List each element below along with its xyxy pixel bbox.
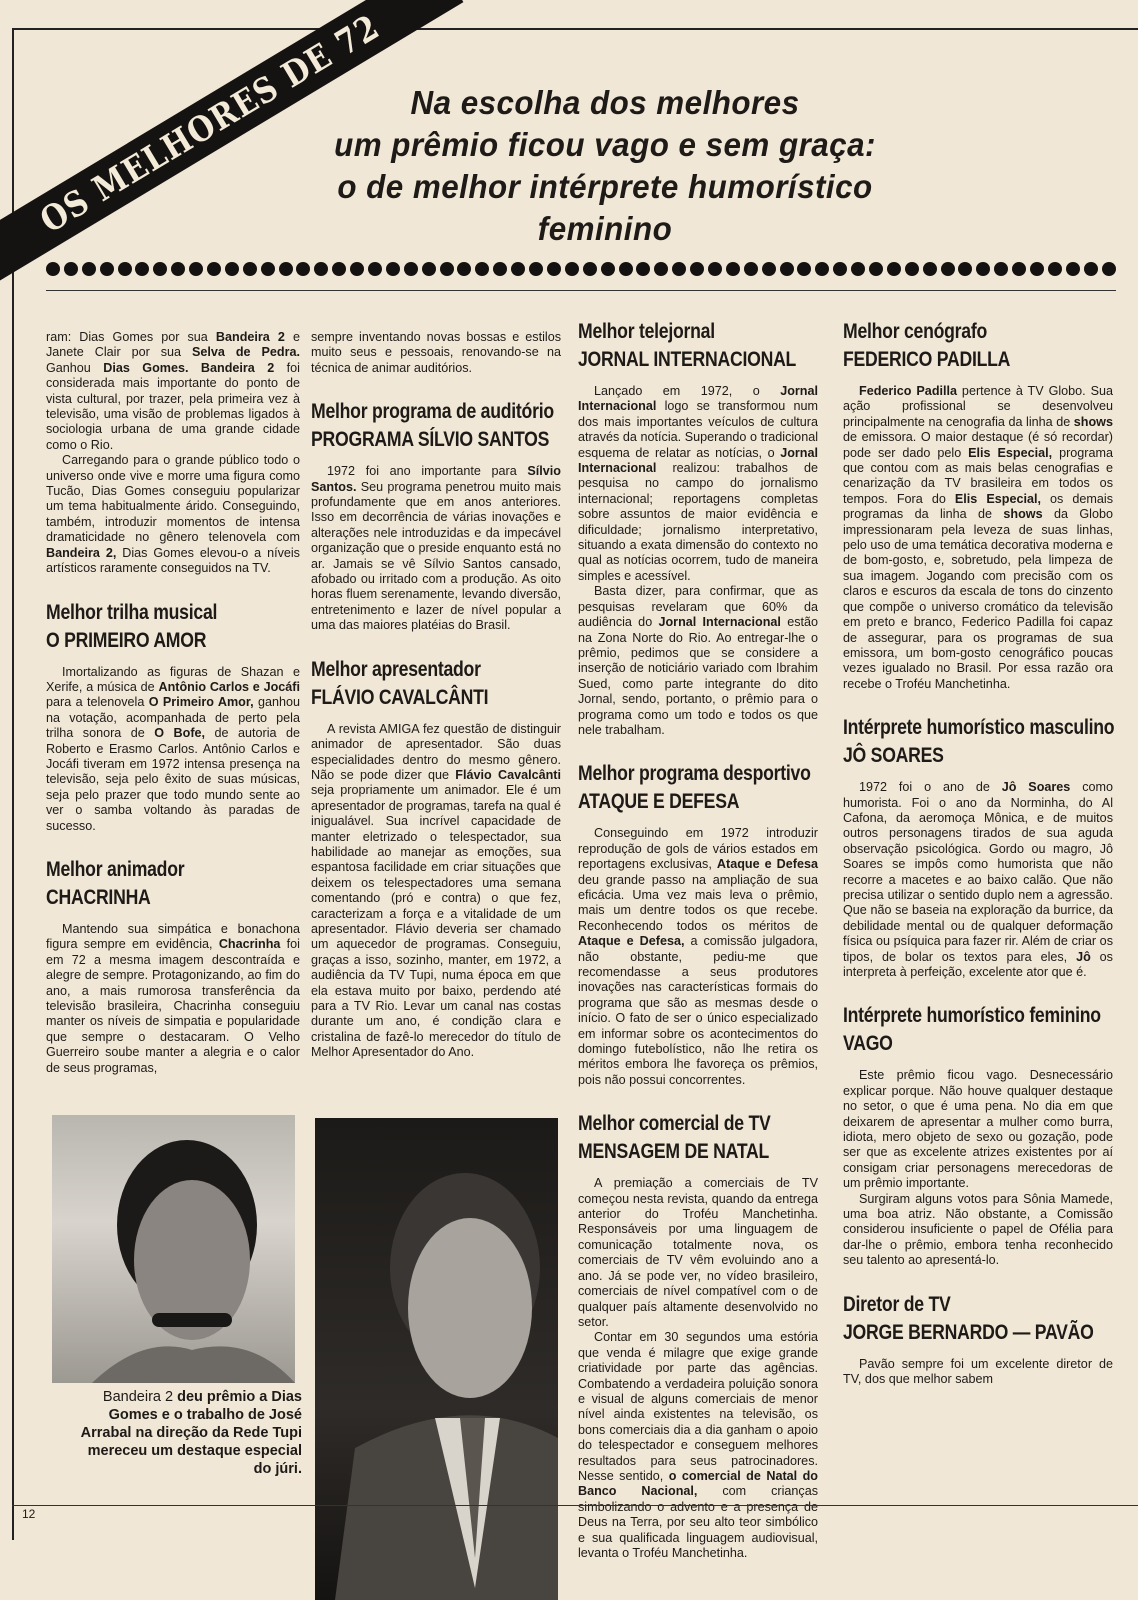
text: sempre inventando novas bossas e estilos muito seus e pessoais, renovando-se na técnica de animar auditórios. [311, 330, 561, 375]
award-category: Melhor cenógrafo [843, 320, 987, 343]
section-heading [46, 856, 259, 912]
text: da Globo impressionaram pela leveza de suas linhas, pelo uso de uma temática decorativa moderna e de bom-gosto, e, sobretudo, pela limpeza de sua imagem. Jogando com precisão com os claros e escuros da escala de tons do cinzento que compõe o universo cromático da televisão em preto e branco, Federico Padilla foi capaz de assegurar, para os programas de sua emissora, um bom-gosto cenográfico poucas vezes igualado no Brasil. Por essa razão ora recebe o Troféu Manchetinha. [843, 507, 1113, 691]
section-heading [311, 398, 554, 454]
dot-ornament [350, 262, 364, 276]
dot-ornament [869, 262, 883, 276]
text: Imortalizando as figuras de Shazan e Xerife, a música de [46, 664, 300, 694]
text: Ganhou [46, 360, 104, 375]
text: 1972 foi ano importante para [327, 464, 528, 479]
paragraph [46, 330, 300, 453]
dot-ornament [189, 262, 203, 276]
dot-ornament [851, 262, 865, 276]
dot-ornament [726, 262, 740, 276]
award-winner: FEDERICO PADILLA [843, 348, 1011, 371]
footer-divider [12, 1505, 1138, 1506]
dot-ornament [672, 262, 686, 276]
bold-text: o comercial de Natal do Banco Nacional, [578, 1468, 818, 1499]
text: os interpreta à perfeição, excelente ator que é. [843, 949, 1113, 979]
text: os demais programas da linha de [843, 491, 1113, 522]
dot-ornament [296, 262, 310, 276]
dot-ornament [1084, 262, 1098, 276]
dot-ornament [332, 262, 346, 276]
text: Lançado em 1972, o [594, 384, 781, 398]
dot-ornament [475, 262, 489, 276]
award-category: Intérprete humorístico masculino [843, 716, 1115, 740]
dot-ornament [690, 262, 704, 276]
dot-ornament [529, 262, 543, 276]
section-heading [46, 599, 259, 655]
bold-text: Jô Soares [1001, 780, 1071, 795]
photo-dias-gomes [52, 1115, 295, 1383]
bold-text: Elis Especial, [968, 445, 1053, 460]
bold-text: shows [1003, 507, 1043, 522]
award-winner: JÔ SOARES [843, 744, 944, 768]
text: Dias Gomes elevou-o a níveis artísticos raramente conseguidos na TV. [46, 545, 300, 576]
award-category: Melhor telejornal [578, 320, 715, 343]
text: Carregando para o grande público todo o universo onde vive e morre uma figura como Tucão, Dias Gomes conseguiu popularizar um tema habitualmente árido. Conseguindo, também, introduzir momentos de intensa dramaticidade no gênero telenovela com [46, 453, 300, 545]
dot-ornament [171, 262, 185, 276]
dot-ornament [207, 262, 221, 276]
dot-ornament [762, 262, 776, 276]
dot-ornament [153, 262, 167, 276]
dot-ornament [135, 262, 149, 276]
bold-text: Federico Padilla [859, 384, 958, 398]
headline-line: Na escolha dos melhores [410, 84, 800, 121]
text: foi considerada mais importante do ponto de vista cultural, por trazer, pela primeira vez à televisão, uma visão de problemas ligados à sociologia urbana de uma grande cidade como o Rio. [46, 360, 300, 452]
award-winner: VAGO [843, 1032, 893, 1056]
bold-text: Bandeira 2, [46, 545, 117, 560]
dot-ornament [941, 262, 955, 276]
dot-ornament [368, 262, 382, 276]
portrait-image [315, 1118, 558, 1600]
dot-ornament [440, 262, 454, 276]
paragraph [46, 453, 300, 576]
headline [290, 82, 920, 250]
award-winner: ATAQUE E DEFESA [578, 790, 740, 814]
dot-ornament [243, 262, 257, 276]
banner-text: OS MELHORES DE 72 [33, 6, 387, 242]
paragraph [578, 384, 818, 584]
bold-text: Jô [1076, 949, 1091, 964]
dot-ornament [1030, 262, 1044, 276]
dot-ornament [511, 262, 525, 276]
dot-ornament [797, 262, 811, 276]
text: pertence à TV Globo. Sua ação profissional se desenvolveu principalmente na cenografia da linha de [843, 384, 1113, 429]
dot-ornament [261, 262, 275, 276]
award-category: Intérprete humorístico feminino [843, 1004, 1101, 1028]
text: A revista AMIGA fez questão de distinguir animador de apresentador. São duas especialidades dentro do mesmo gênero. Não se pode dizer que [311, 721, 561, 782]
bold-text: Flávio Cavalcânti [455, 767, 561, 782]
bold-text: Bandeira 2 [215, 330, 285, 344]
text: de emissora. O maior destaque (é só recordar) pode ser dado pelo [843, 430, 1113, 460]
paragraph [578, 1176, 818, 1330]
award-category: Melhor apresentador [311, 657, 481, 681]
dot-ornament [583, 262, 597, 276]
dot-ornament [905, 262, 919, 276]
paragraph [311, 464, 561, 633]
award-category: Melhor comercial de TV [578, 1112, 771, 1136]
dot-ornament [386, 262, 400, 276]
bold-text: Sílvio Santos. [311, 464, 561, 494]
dot-ornament [887, 262, 901, 276]
dot-ornament [1102, 262, 1116, 276]
text: Seu programa penetrou muito mais profundamente que em anos anteriores. Isso em decorrência de várias inovações e alterações nele introduzidas e da impecável organização que o preside enquanto está no ar. Jamais se vê Sílvio Santos cansado, afobado ou irritado com a produção. As oito horas fluem serenamente, levando diversão, entretenimento e lazer de nível popular a uma das maiores platéias do Brasil. [311, 479, 561, 633]
dot-ornament [457, 262, 471, 276]
portrait-image [52, 1115, 295, 1383]
bold-text: Ataque e Defesa [716, 857, 818, 872]
dot-ornament [601, 262, 615, 276]
bold-text: shows [1073, 414, 1113, 429]
text: Conseguindo em 1972 introduzir reprodução de gols de vários estados em reportagens exclusivas, [578, 826, 818, 872]
text: Este prêmio ficou vago. Desnecessário explicar porque. Não houve qualquer destaque no setor, o que é uma pena. No dia em que deixarem de apresentar a mulher como burra, idiota, mero objeto de sexo ou gozação, pode ser que as excelente atrizes existentes por aí consigam criar personagens merecedoras de um prêmio importante. [843, 1068, 1113, 1191]
award-winner: JORNAL INTERNACIONAL [578, 348, 797, 371]
dot-ornament [619, 262, 633, 276]
text: realizou: trabalhos de pesquisa no campo do jornalismo internacional; reportagens completas sobre assuntos de maior evidência e dificuldade; jornalismo interpretativo, situando a exata dimensão do contexto no qual as notícias ocorrem, tudo de maneira simples e acessível. [578, 461, 818, 583]
text: Contar em 30 segundos uma estória que venda é milagre que exige grande criatividade por parte das agências. Combatendo a verdadeira poluição sonora e visual de alguns comerciais de menor nível ainda existentes na televisão, os bons comerciais dia a dia ganham o apoio do telespectador e conseguem melhores resultados para seus patrocinadores. Nesse sentido, [578, 1330, 818, 1483]
dot-ornament [654, 262, 668, 276]
award-winner: PROGRAMA SÍLVIO SANTOS [311, 428, 550, 452]
dot-ornament [1066, 262, 1080, 276]
dot-ornament [82, 262, 96, 276]
dot-ornament [815, 262, 829, 276]
dot-ornament [1048, 262, 1062, 276]
paragraph [578, 826, 818, 1088]
section-heading [311, 656, 521, 712]
section-heading [843, 1291, 1094, 1347]
award-winner: CHACRINHA [46, 885, 151, 909]
dot-ornament [314, 262, 328, 276]
text: com crianças simbolizando o advento e a presença de Deus na Terra, por seu alto teor simbólico e sua qualificada linguagem audiovisual, levanta o Troféu Manchetinha. [578, 1484, 818, 1560]
award-winner: JORGE BERNARDO — PAVÃO [843, 1320, 1094, 1344]
bold-text: Dias Gomes. Bandeira 2 [103, 360, 275, 375]
dot-ornament [780, 262, 794, 276]
dot-ornament [404, 262, 418, 276]
section-heading [578, 318, 797, 374]
section-heading [578, 1110, 780, 1166]
text: estão na Zona Norte do Rio. Ao entregar-lhe o prêmio, pedimos que se considere a inserção de noticiário variado com Ibrahim Sued, como parte integrante do dito Jornal, sendo, portanto, o prêmio para o programa como um todo e todos os que nele trabalham. [578, 615, 818, 737]
text: A premiação a comerciais de TV começou nesta revista, quando da entrega anterior do Troféu Manchetinha. Responsáveis por uma linguagem de comunicação totalmente nova, os comerciais de TV vêm evoluindo ano a ano. Já se pode ver, no vídeo brasileiro, comerciais de nível compatível com o de qualquer país altamente desenvolvido no setor. [578, 1176, 818, 1329]
award-winner: FLÁVIO CAVALCÂNTI [311, 685, 489, 709]
dot-ornament [64, 262, 78, 276]
photo-jose-arrabal [315, 1118, 558, 1600]
section-heading [578, 760, 811, 816]
paragraph [843, 1192, 1113, 1269]
text: a comissão julgadora, não obstante, pediu-me que recomendasse a seus produtores inovações nas características formais do programa que são as mesmas desde o início. O fato de ser o único especializado em informar sobre os acontecimentos do domingo futebolístico, não lhe retira os méritos embora lhe favoreça os prêmios, pois não possui concorrentes. [578, 934, 818, 1087]
text: programa que contou com as mais belas cenografias e cenarização da TV brasileira em todos os tempos. Fora do [843, 445, 1113, 506]
award-winner: O PRIMEIRO AMOR [46, 628, 207, 652]
text: Mantendo sua simpática e bonachona figura sempre em evidência, [46, 921, 300, 952]
text: Pavão sempre foi um excelente diretor de TV, dos que melhor sabem [843, 1356, 1113, 1387]
paragraph [578, 1330, 818, 1561]
article-column-1 [46, 330, 300, 1076]
bold-text: O Bofe, [154, 726, 206, 741]
caption-text: deu prêmio a Dias Gomes e o trabalho de José Arrabal na direção da Rede Tupi mereceu um destaque especial do júri. [80, 1389, 302, 1477]
paragraph [578, 584, 818, 738]
bold-text: Antônio Carlos e Jocáfi [158, 679, 300, 694]
paragraph [311, 330, 561, 376]
paragraph [46, 665, 300, 834]
bold-text: Elis Especial, [954, 491, 1041, 506]
dot-ornament [923, 262, 937, 276]
award-category: Melhor programa de auditório [311, 400, 554, 424]
dot-ornament [493, 262, 507, 276]
bold-text: Jornal Internacional [578, 445, 818, 476]
dot-ornament [958, 262, 972, 276]
text: e Janete Clair por sua [46, 330, 300, 360]
dot-ornament [976, 262, 990, 276]
section-heading [843, 1002, 1138, 1058]
headline-line: feminino [537, 210, 673, 247]
bold-text: Ataque e Defesa, [578, 934, 685, 949]
headline-line: um prêmio ficou vago e sem graça: [334, 126, 876, 163]
paragraph [843, 780, 1113, 980]
page-number: 12 [22, 1507, 36, 1521]
divider [46, 290, 1116, 291]
article-column-2 [311, 330, 561, 1061]
dot-ornament [46, 262, 60, 276]
article-column-4 [843, 318, 1113, 1388]
dot-rule [46, 262, 1116, 276]
dot-ornament [708, 262, 722, 276]
page-frame-top [12, 28, 1138, 30]
text: 1972 foi o ano de [859, 780, 1002, 795]
award-category: Melhor programa desportivo [578, 762, 811, 786]
dot-ornament [100, 262, 114, 276]
dot-ornament [1012, 262, 1026, 276]
bold-text: Jornal Internacional [658, 615, 781, 630]
dot-ornament [279, 262, 293, 276]
dot-ornament [636, 262, 650, 276]
text: como humorista. Foi o ano da Norminha, do Al Cafona, da aeromoça Mônica, e de muitos outros personagens tirados de sua aguda observação psicológica. Gordo ou magro, Jô Soares se impôs como humorista que não recorre a macetes e ao baixo calão. Que não precisa utilizar o sentido duplo nem a agressão. Que não se baseia na exploração da burrice, da debilidade mental ou de qualquer deformação física ou psíquica para fazer rir. Além de criar os tipos, de bolar os textos para eles, [843, 780, 1114, 964]
text: logo se transformou num dos mais importantes veículos de cultura através da notícia. Superando o tradicional esquema de relatar as notícias, o [578, 399, 818, 460]
dot-ornament [547, 262, 561, 276]
award-category: Diretor de TV [843, 1292, 951, 1316]
section-heading [843, 318, 1070, 374]
award-winner: MENSAGEM DE NATAL [578, 1140, 770, 1164]
paragraph [843, 384, 1113, 692]
section-heading [843, 714, 1138, 770]
paragraph [46, 922, 300, 1076]
bold-text: Jornal Internacional [578, 384, 818, 414]
award-category: Melhor animador [46, 857, 185, 881]
paragraph [843, 1357, 1113, 1388]
bold-text: O Primeiro Amor, [148, 695, 254, 710]
dot-ornament [744, 262, 758, 276]
dot-ornament [422, 262, 436, 276]
dot-ornament [225, 262, 239, 276]
photo-caption [70, 1388, 302, 1478]
caption-lead: Bandeira 2 [102, 1389, 174, 1405]
article-column-3 [578, 318, 818, 1561]
text: ganhou na votação, acompanhada de perto pela trilha sonora de [46, 695, 300, 741]
paragraph [311, 722, 561, 1061]
dot-ornament [565, 262, 579, 276]
text: Basta dizer, para confirmar, que as pesquisas revelaram que 60% da audiência do [578, 584, 818, 630]
text: de autoria de Roberto e Erasmo Carlos. Antônio Carlos e Jocáfi tiveram em 1972 intensa presença na televisão, seja pelo êxito de suas músicas, seja pelo prazer que todo mundo sente ao ver o samba voltando às paradas de sucesso. [46, 726, 300, 833]
text: Surgiram alguns votos para Sônia Mamede, uma boa atriz. Não obstante, a Comissão considerou insuficiente o papel de Ofélia para dar-lhe o prêmio, embora tenha reconhecido seu talento ao apresentá-lo. [843, 1191, 1113, 1268]
award-category: Melhor trilha musical [46, 600, 218, 624]
bold-text: Selva de Pedra. [192, 345, 300, 360]
dot-ornament [833, 262, 847, 276]
dot-ornament [994, 262, 1008, 276]
text: deu grande passo na ampliação de sua eficácia. Uma vez mais leva o prêmio, mais um dentre todos os que recebe. Reconhecendo todos os méritos de [578, 872, 818, 933]
bold-text: Chacrinha [218, 937, 281, 952]
text: ram: Dias Gomes por sua [46, 330, 216, 344]
text: foi em 72 a mesma imagem descontraída e alegre de sempre. Protagonizando, ao fim do ano, a mais rumorosa transferência da televisão brasileira, Chacrinha conseguiu manter os níveis de simpatia e popularidade que sempre o destacaram. O Velho Guerreiro soube manter a alegria e o calor de seus programas, [46, 937, 300, 1075]
headline-line: o de melhor intérprete humorístico [337, 168, 873, 205]
dot-ornament [118, 262, 132, 276]
paragraph [843, 1068, 1113, 1191]
text: para a telenovela [46, 695, 149, 710]
text: seja propriamente um animador. Ele é um apresentador de programas, tarefa na qual é inigualável. Sua incrível capacidade de manter eletrizado o telespectador, sua habilidade ao manejar as emoções, sua espantosa facilidade em criar situações que deixem os telespectadores uma semana comentando (pró e contra) o que fez, caracterizam a força e a vitalidade de um apresentador. Flávio deveria ser chamado um aquecedor de programas. Conseguiu, graças a isso, sozinho, manter, em 1972, a audiência da TV Tupi, numa época em que ela estava muito por baixo, perdendo até para a TV Rio. Levar um canal nas costas durante um ano, é condição clara e cristalina de fazê-lo merecedor do título de Melhor Apresentador do Ano. [311, 783, 561, 1060]
